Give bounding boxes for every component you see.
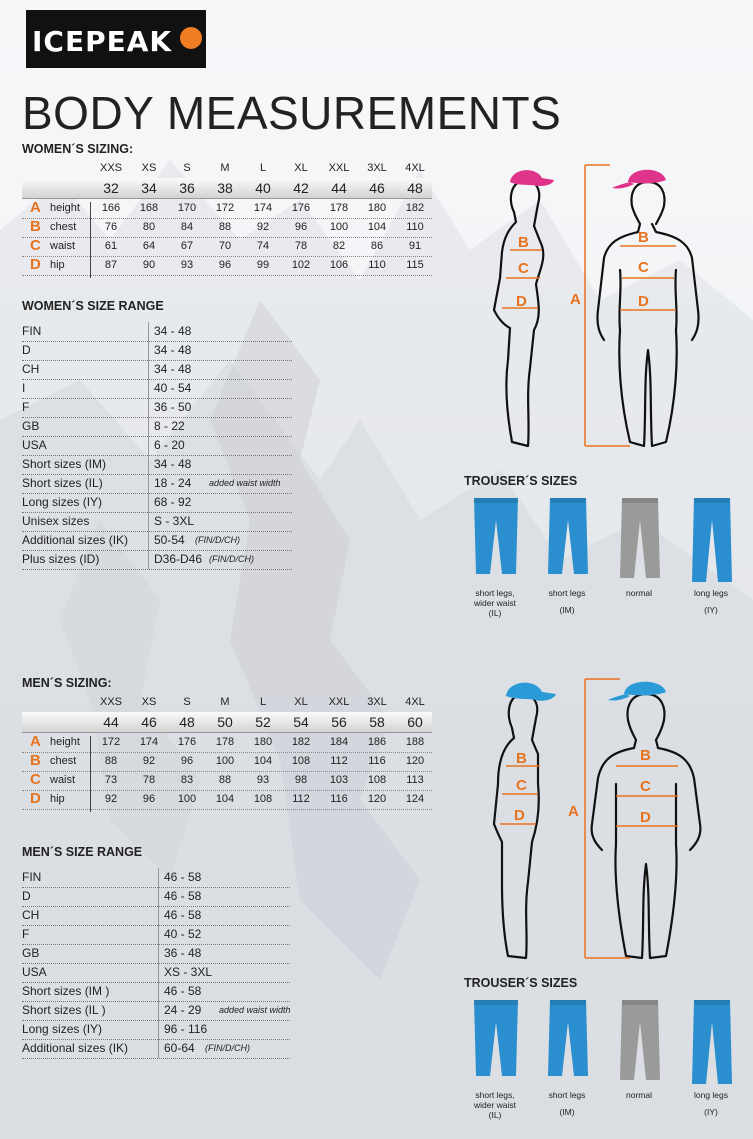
page-title: BODY MEASUREMENTS [22, 87, 562, 139]
range-label: Additional sizes (IK) [22, 533, 129, 547]
range-value: 40 - 52 [164, 927, 202, 941]
measure-value: 124 [405, 793, 425, 805]
measure-letter: D [30, 256, 41, 273]
measure-value: 104 [215, 793, 235, 805]
trouser-caption: normal [626, 1090, 652, 1100]
measure-value: 88 [218, 221, 232, 233]
measure-value: 174 [253, 202, 273, 214]
size-number: 48 [407, 180, 423, 196]
trouser-icon [544, 498, 592, 582]
trouser-code: (IL) [488, 608, 502, 618]
range-value: 34 - 48 [154, 457, 192, 471]
size-label: XXL [328, 162, 350, 174]
measure-value: 168 [139, 202, 159, 214]
trouser-caption: long legs [693, 588, 729, 598]
measure-label: height [50, 202, 80, 214]
men-range-table [22, 868, 290, 1063]
measure-value: 93 [256, 774, 270, 786]
size-number: 44 [103, 714, 119, 730]
measure-label: waist [50, 774, 76, 786]
range-row [22, 322, 292, 342]
range-value: 34 - 48 [154, 362, 192, 376]
measure-value: 83 [180, 774, 194, 786]
measure-letter: C [30, 771, 41, 788]
measure-value: 176 [177, 736, 197, 748]
trouser-icon [688, 1000, 736, 1084]
range-row [22, 436, 292, 456]
trouser-code: (IL) [488, 1110, 502, 1120]
trouser-icon [544, 1000, 592, 1084]
measure-value: 180 [367, 202, 387, 214]
trouser-code: (IY) [704, 1107, 718, 1117]
column-divider [90, 202, 91, 278]
measure-value: 170 [177, 202, 197, 214]
women-body-figures [480, 160, 740, 455]
range-row [22, 474, 292, 494]
size-label: S [183, 162, 191, 174]
trouser-caption: short legs, [475, 588, 515, 598]
size-label: 3XL [367, 162, 387, 174]
women-sizing-heading: WOMEN´S SIZING: [22, 142, 134, 156]
women-side-label-c: C [518, 260, 529, 277]
measure-value: 93 [180, 259, 194, 271]
range-label: USA [22, 965, 47, 979]
brand-logo [26, 10, 206, 68]
size-number: 38 [217, 180, 233, 196]
measure-value: 92 [142, 755, 156, 767]
measure-letter: D [30, 790, 41, 807]
measure-value: 80 [142, 221, 156, 233]
range-row [22, 1001, 290, 1021]
measure-value: 73 [104, 774, 118, 786]
range-row [22, 531, 292, 551]
men-body-figures [480, 674, 740, 964]
trouser-caption: short legs [548, 588, 586, 598]
range-value: 8 - 22 [154, 419, 185, 433]
brand-logo-text: ICEPEAK [32, 25, 173, 58]
range-row [22, 379, 292, 399]
measure-value: 186 [367, 736, 387, 748]
size-label: S [183, 696, 191, 708]
measure-value: 116 [368, 755, 386, 767]
women-front-label-c: C [638, 259, 649, 276]
range-label: Short sizes (IM) [22, 457, 107, 471]
size-number: 58 [369, 714, 385, 730]
measure-value: 116 [330, 793, 348, 805]
measure-value: 178 [215, 736, 235, 748]
trouser-icon [688, 498, 736, 582]
range-note: added waist width [209, 478, 281, 488]
range-note: (FIN/D/CH) [209, 554, 254, 564]
measure-value: 184 [329, 736, 349, 748]
measure-letter: A [30, 199, 41, 216]
size-label: M [220, 696, 230, 708]
range-column-divider [158, 868, 159, 1058]
size-label: 3XL [367, 696, 387, 708]
size-label: XXL [328, 696, 350, 708]
men-sizing-table [22, 694, 432, 809]
range-label: Short sizes (IM ) [22, 984, 110, 998]
range-row [22, 493, 292, 513]
measure-value: 108 [367, 774, 387, 786]
measure-value: 108 [253, 793, 273, 805]
size-label: L [259, 696, 267, 708]
men-side-label-d: D [514, 807, 525, 824]
measure-value: 113 [406, 774, 424, 786]
range-label: I [22, 381, 26, 395]
range-value: 68 - 92 [154, 495, 192, 509]
men-sizing-heading: MEN´S SIZING: [22, 676, 112, 690]
women-range-table [22, 322, 292, 572]
range-label: USA [22, 438, 47, 452]
measure-value: 86 [370, 240, 384, 252]
size-label: XL [294, 162, 308, 174]
men-side-label-b: B [516, 750, 527, 767]
trouser-code: (IY) [704, 605, 718, 615]
range-value: 24 - 29 [164, 1003, 202, 1017]
size-number: 44 [331, 180, 347, 196]
measure-value: 76 [104, 221, 118, 233]
measure-value: 166 [101, 202, 121, 214]
range-value: 36 - 48 [164, 946, 202, 960]
range-value: D36-D46 [154, 552, 203, 566]
row-divider [22, 218, 432, 219]
trouser-code: (IM) [559, 605, 575, 615]
measure-value: 88 [218, 774, 232, 786]
range-row [22, 360, 292, 380]
size-label: XL [294, 696, 308, 708]
measure-value: 87 [104, 259, 118, 271]
range-label: CH [22, 362, 40, 376]
range-value: 46 - 58 [164, 889, 202, 903]
range-row [22, 944, 290, 964]
measure-value: 178 [329, 202, 349, 214]
men-front-label-b: B [640, 747, 651, 764]
size-label: 4XL [405, 696, 425, 708]
row-divider [22, 275, 432, 276]
measure-label: height [50, 736, 80, 748]
range-label: Plus sizes (ID) [22, 552, 100, 566]
women-side-label-b: B [518, 234, 529, 251]
size-number: 54 [293, 714, 309, 730]
measure-value: 112 [292, 793, 310, 805]
column-divider [90, 736, 91, 812]
measure-value: 96 [218, 259, 232, 271]
range-value: 18 - 24 [154, 476, 192, 490]
size-number: 32 [103, 180, 119, 196]
measure-value: 98 [294, 774, 308, 786]
men-side-label-c: C [516, 777, 527, 794]
trouser-caption-line2: wider waist [473, 1100, 517, 1110]
range-label: D [22, 343, 31, 357]
women-range-heading: WOMEN´S SIZE RANGE [22, 299, 164, 313]
row-divider [22, 237, 432, 238]
measure-value: 82 [332, 240, 346, 252]
measure-value: 115 [406, 259, 424, 271]
measure-value: 91 [408, 240, 422, 252]
row-divider [22, 809, 432, 810]
women-label-a: A [570, 291, 581, 308]
range-value: 96 - 116 [164, 1022, 208, 1036]
range-label: GB [22, 946, 40, 960]
size-number: 34 [141, 180, 157, 196]
size-number: 36 [179, 180, 195, 196]
range-label: Long sizes (IY) [22, 1022, 103, 1036]
range-row [22, 417, 292, 437]
row-divider [22, 752, 432, 753]
measure-value: 70 [218, 240, 232, 252]
measure-label: chest [50, 755, 77, 767]
measure-value: 172 [215, 202, 235, 214]
size-label: XXS [99, 696, 122, 708]
men-label-a: A [568, 803, 579, 820]
measure-value: 180 [253, 736, 273, 748]
size-number: 40 [255, 180, 271, 196]
measure-value: 102 [291, 259, 311, 271]
measure-value: 112 [330, 755, 348, 767]
measure-value: 64 [142, 240, 156, 252]
measure-value: 100 [177, 793, 197, 805]
measure-value: 96 [180, 755, 194, 767]
range-label: Long sizes (IY) [22, 495, 103, 509]
range-row [22, 963, 290, 983]
range-label: Short sizes (IL) [22, 476, 103, 490]
range-label: D [22, 889, 31, 903]
measure-value: 67 [180, 240, 194, 252]
measure-value: 108 [291, 755, 311, 767]
row-divider [22, 790, 432, 791]
range-value: 50-54 [154, 533, 185, 547]
range-label: Unisex sizes [22, 514, 90, 528]
range-row [22, 982, 290, 1002]
measure-label: waist [50, 240, 76, 252]
range-row [22, 1020, 290, 1040]
range-value: 34 - 48 [154, 324, 192, 338]
measure-value: 90 [142, 259, 156, 271]
measure-value: 99 [256, 259, 270, 271]
measure-value: 61 [104, 240, 118, 252]
measure-letter: B [30, 752, 41, 769]
size-number: 46 [369, 180, 385, 196]
size-number: 56 [331, 714, 347, 730]
men-front-label-d: D [640, 809, 651, 826]
range-row [22, 925, 290, 945]
trouser-caption: short legs, [475, 1090, 515, 1100]
measure-value: 120 [405, 755, 425, 767]
row-divider [22, 771, 432, 772]
range-row [22, 868, 290, 888]
measure-value: 92 [104, 793, 118, 805]
measure-value: 100 [215, 755, 235, 767]
men-trousers-row [460, 1000, 750, 1125]
measure-value: 188 [405, 736, 425, 748]
measure-value: 92 [256, 221, 270, 233]
measure-letter: A [30, 733, 41, 750]
size-label: M [220, 162, 230, 174]
range-label: F [22, 927, 30, 941]
measure-value: 100 [329, 221, 349, 233]
trouser-icon [616, 1000, 664, 1084]
measure-value: 104 [367, 221, 387, 233]
measure-value: 110 [406, 221, 424, 233]
row-divider [22, 256, 432, 257]
range-value: 40 - 54 [154, 381, 192, 395]
size-label: L [259, 162, 267, 174]
women-sizing-table [22, 160, 432, 275]
measure-value: 96 [294, 221, 308, 233]
range-label: Short sizes (IL ) [22, 1003, 106, 1017]
range-label: FIN [22, 324, 42, 338]
range-value: 6 - 20 [154, 438, 185, 452]
trouser-caption-line2: wider waist [473, 598, 517, 608]
size-number: 42 [293, 180, 309, 196]
range-row [22, 398, 292, 418]
size-number: 46 [141, 714, 157, 730]
measure-value: 182 [291, 736, 311, 748]
measure-value: 182 [405, 202, 425, 214]
measure-label: hip [50, 259, 65, 271]
measure-value: 84 [180, 221, 194, 233]
range-value: S - 3XL [154, 514, 195, 528]
measure-label: chest [50, 221, 77, 233]
trouser-caption: long legs [693, 1090, 729, 1100]
range-note: (FIN/D/CH) [205, 1043, 250, 1053]
measure-value: 172 [101, 736, 121, 748]
range-row [22, 906, 290, 926]
women-trousers-row [460, 498, 750, 623]
size-label: XS [141, 162, 157, 174]
measure-letter: C [30, 237, 41, 254]
measure-value: 106 [329, 259, 349, 271]
size-label: 4XL [405, 162, 425, 174]
range-label: GB [22, 419, 40, 433]
range-row [22, 455, 292, 475]
measure-value: 176 [291, 202, 311, 214]
measure-value: 103 [329, 774, 349, 786]
range-value: 46 - 58 [164, 870, 202, 884]
measure-label: hip [50, 793, 65, 805]
range-value: 34 - 48 [154, 343, 192, 357]
size-label: XXS [99, 162, 122, 174]
range-label: FIN [22, 870, 42, 884]
women-front-label-d: D [638, 293, 649, 310]
logo-dot-icon [180, 27, 202, 49]
measure-value: 110 [368, 259, 386, 271]
range-row [22, 1039, 290, 1059]
range-row [22, 341, 292, 361]
trouser-caption: short legs [548, 1090, 586, 1100]
measure-value: 88 [104, 755, 118, 767]
measure-value: 174 [139, 736, 159, 748]
women-trousers-heading: TROUSER´S SIZES [464, 474, 578, 488]
range-note: added waist width [219, 1005, 291, 1015]
range-label: Additional sizes (IK) [22, 1041, 129, 1055]
range-value: 60-64 [164, 1041, 195, 1055]
size-number: 52 [255, 714, 271, 730]
measure-value: 74 [256, 240, 270, 252]
range-label: F [22, 400, 30, 414]
size-number: 60 [407, 714, 423, 730]
measure-value: 78 [294, 240, 308, 252]
trouser-code: (IM) [559, 1107, 575, 1117]
range-column-divider [148, 322, 149, 569]
measure-value: 104 [253, 755, 273, 767]
range-row [22, 887, 290, 907]
men-trousers-heading: TROUSER´S SIZES [464, 976, 578, 990]
measure-value: 96 [142, 793, 156, 805]
trouser-icon [472, 1000, 520, 1084]
women-front-label-b: B [638, 229, 649, 246]
men-front-label-c: C [640, 778, 651, 795]
measure-value: 78 [142, 774, 156, 786]
range-label: CH [22, 908, 40, 922]
range-row [22, 550, 292, 570]
range-note: (FIN/D/CH) [195, 535, 240, 545]
measure-letter: B [30, 218, 41, 235]
women-side-label-d: D [516, 293, 527, 310]
range-row [22, 512, 292, 532]
trouser-caption: normal [626, 588, 652, 598]
measure-value: 120 [367, 793, 387, 805]
trouser-icon [616, 498, 664, 582]
range-value: 46 - 58 [164, 984, 202, 998]
size-number: 48 [179, 714, 195, 730]
range-value: XS - 3XL [164, 965, 213, 979]
size-label: XS [141, 696, 157, 708]
trouser-icon [472, 498, 520, 582]
range-value: 36 - 50 [154, 400, 192, 414]
range-value: 46 - 58 [164, 908, 202, 922]
size-number: 50 [217, 714, 233, 730]
men-range-heading: MEN´S SIZE RANGE [22, 845, 143, 859]
